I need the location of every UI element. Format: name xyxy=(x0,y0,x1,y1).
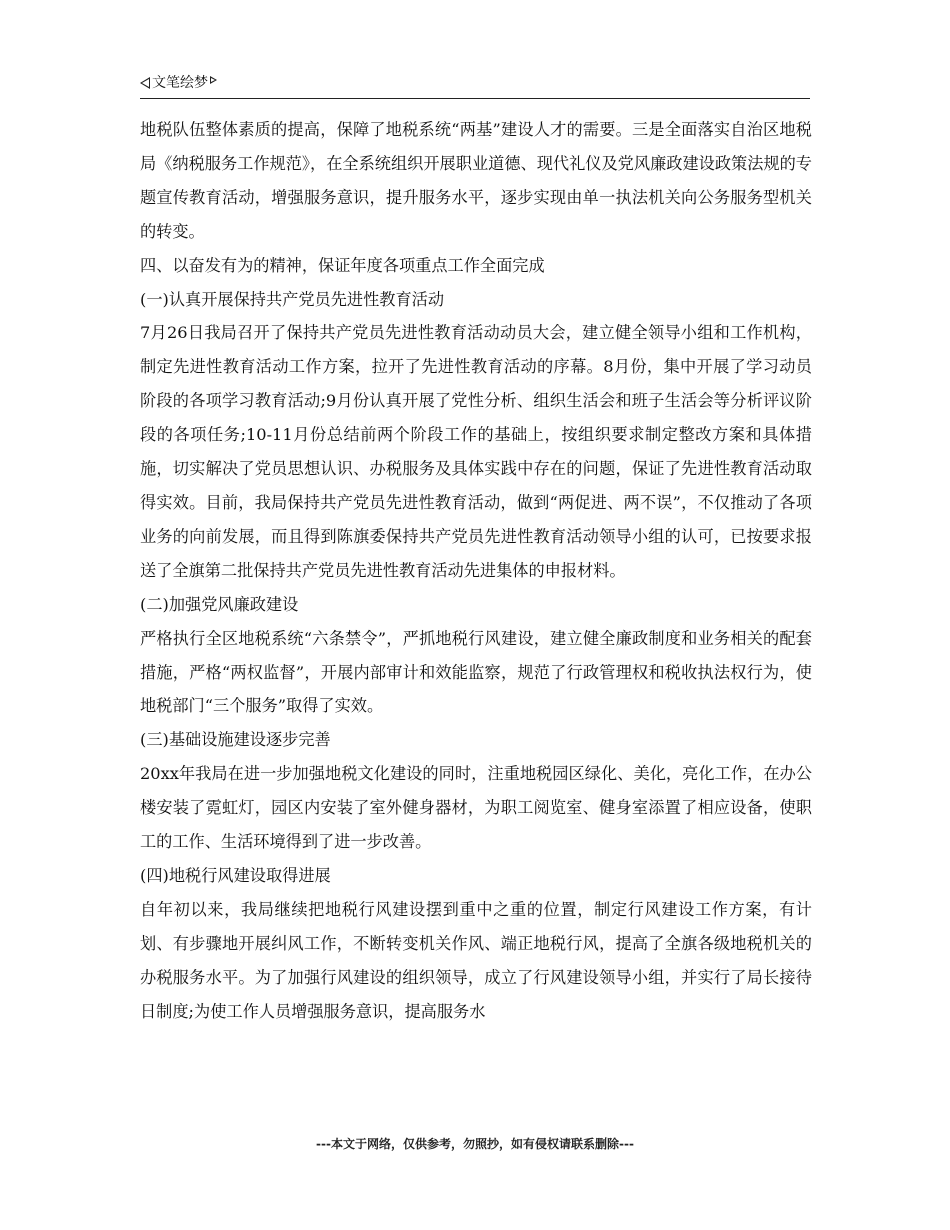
subsection-heading: (一)认真开展保持共产党员先进性教育活动 xyxy=(140,289,445,309)
body-paragraph: 地税队伍整体素质的提高，保障了地税系统“两基”建设人才的需要。三是全面落实自治区地税局《纳税服务工作规范》，在全系统组织开展职业道德、现代礼仪及党风廉政建设政策法规的专题宣传教育活动，增强服务意识，提升服务水平，逐步实现由单一执法机关向公务服务型机关的转变。 xyxy=(140,120,812,241)
page-footer: ---本文于网络，仅供参考，勿照抄，如有侵权请联系删除--- xyxy=(316,1137,634,1151)
subsection-heading: (四)地税行风建设取得进展 xyxy=(140,865,331,885)
body-paragraph: 严格执行全区地税系统“六条禁令”，严抓地税行风建设，建立健全廉政制度和业务相关的配套措施，严格“两权监督”，开展内部审计和效能监察，规范了行政管理权和税收执法权行为，使地税部门“三个服务”取得了实效。 xyxy=(140,628,812,716)
body-paragraph: 20xx年我局在进一步加强地税文化建设的同时，注重地税园区绿化、美化，亮化工作，在办公楼安装了霓虹灯，园区内安装了室外健身器材，为职工阅览室、健身室添置了相应设备，使职工的工作、生活环境得到了进一步改善。 xyxy=(140,764,812,852)
header-logo xyxy=(140,74,217,92)
right-triangle-icon xyxy=(210,76,217,84)
subsection-heading: (二)加强党风廉政建设 xyxy=(140,594,299,614)
subsection-heading: (三)基础设施建设逐步完善 xyxy=(140,730,331,750)
section-heading: 四、以奋发有为的精神，保证年度各项重点工作全面完成 xyxy=(140,255,545,275)
page-header xyxy=(140,70,810,99)
header-logo-text: 文笔绘梦 xyxy=(152,75,208,91)
body-paragraph: 7月26日我局召开了保持共产党员先进性教育活动动员大会，建立健全领导小组和工作机构，制定先进性教育活动工作方案，拉开了先进性教育活动的序幕。8月份，集中开展了学习动员阶段的各项学习教育活动;9月份认真开展了党性分析、组织生活会和班子生活会等分析评议阶段的各项任务;10-11月份总结前两个阶段工作的基础上，按组织要求制定整改方案和具体措施，切实解决了党员思想认识、办税服务及具体实践中存在的问题，保证了先进性教育活动取得实效。目前，我局保持共产党员先进性教育活动，做到“两促进、两不误”，不仅推动了各项业务的向前发展，而且得到陈旗委保持共产党员先进性教育活动领导小组的认可，已按要求报送了全旗第二批保持共产党员先进性教育活动先进集体的申报材料。 xyxy=(140,323,812,580)
body-paragraph: 自年初以来，我局继续把地税行风建设摆到重中之重的位置，制定行风建设工作方案，有计划、有步骤地开展纠风工作，不断转变机关作风、端正地税行风，提高了全旗各级地税机关的办税服务水平。为了加强行风建设的组织领导，成立了行风建设领导小组，并实行了局长接待日制度;为使工作人员增强服务意识，提高服务水 xyxy=(140,899,812,1021)
left-triangle-icon xyxy=(140,77,150,89)
document-body xyxy=(140,113,812,1028)
